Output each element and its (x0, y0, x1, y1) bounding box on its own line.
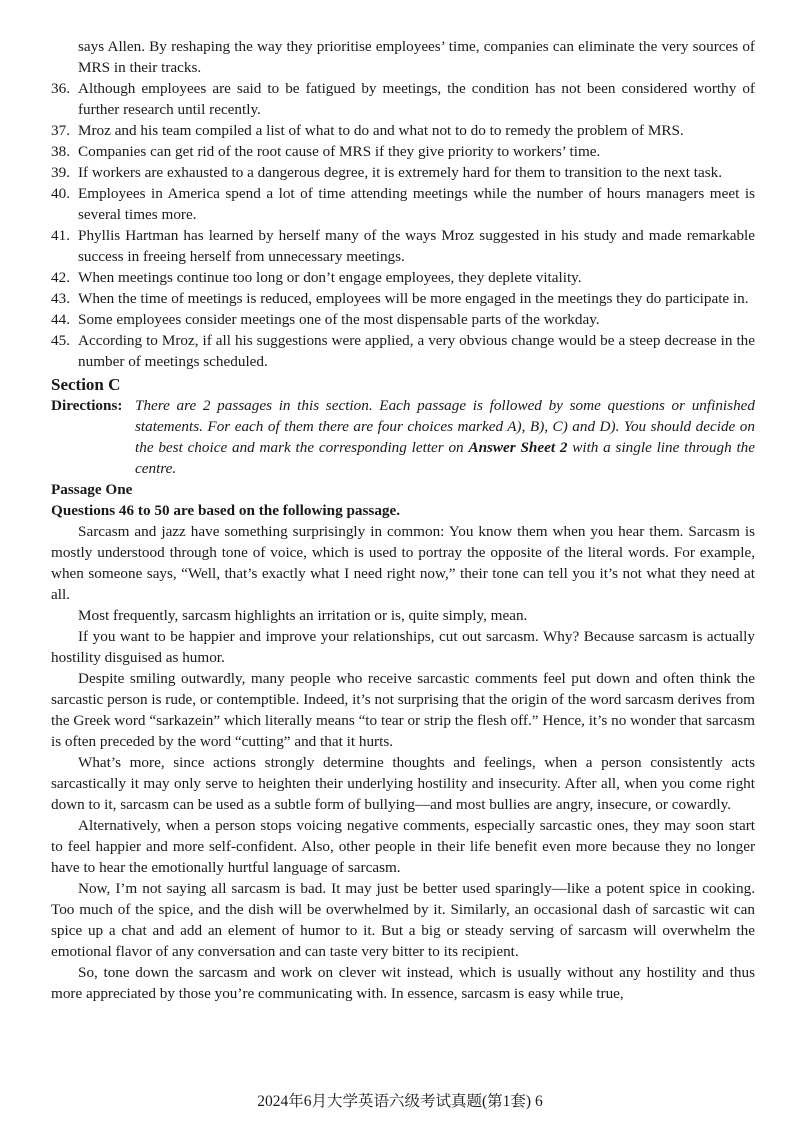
statement-text: When meetings continue too long or don’t engage employees, they deplete vitality. (78, 269, 582, 286)
statement-text: If workers are exhausted to a dangerous degree, it is extremely hard for them to transition to the next task. (78, 164, 722, 181)
passage-paragraph: Despite smiling outwardly, many people who receive sarcastic comments feel put down and often think the sarcastic person is rude, or contemptible. Indeed, it’s not surprising that the origin of the word sarcasm derives from the Greek word “sarkazein” which literally means “to tear or strip the flesh off.” Hence, it’s no wonder that sarcasm is often preceded by the word “cutting” and that it hurts. (51, 670, 755, 750)
statement-text: Mroz and his team compiled a list of what to do and what not to do to remedy the problem of MRS. (78, 122, 684, 139)
statement-item (51, 120, 755, 141)
statement-item (51, 309, 755, 330)
statement-text: Some employees consider meetings one of the most dispensable parts of the workday. (78, 311, 600, 328)
statement-number: 36. (51, 80, 70, 97)
statement-text: Although employees are said to be fatigued by meetings, the condition has not been considered worthy of further research until recently. (78, 80, 755, 118)
exam-page (51, 36, 755, 1004)
statement-number: 37. (51, 122, 70, 139)
passage-title: Passage One (51, 481, 133, 498)
continued-paragraph: says Allen. By reshaping the way they prioritise employees’ time, companies can eliminate the very sources of MRS in their tracks. (78, 38, 755, 76)
passage-paragraph: Now, I’m not saying all sarcasm is bad. It may just be better used sparingly—like a potent spice in cooking. Too much of the spice, and the dish will be overwhelmed by it. Similarly, an occasional dash of sarcastic wit can spice up a chat and add an element of humor to it. But a big or steady serving of sarcasm will overwhelm the emotional flavor of any conversation and can taste very bitter to its recipient. (51, 880, 755, 960)
statement-text: Phyllis Hartman has learned by herself many of the ways Mroz suggested in his study and made remarkable success in freeing herself from unnecessary meetings. (78, 227, 755, 265)
statement-item (51, 225, 755, 267)
directions-text-part-1: There are 2 passages in this section. Each passage is followed by some questions or unfinished statements. For each of them there are four choices marked A), B), C) and D). You should decide on the best choice and mark the corresponding letter on (135, 397, 755, 456)
statement-number: 40. (51, 185, 70, 202)
statement-text: According to Mroz, if all his suggestions were applied, a very obvious change would be a steep decrease in the number of meetings scheduled. (78, 332, 755, 370)
statement-item (51, 267, 755, 288)
statement-number: 44. (51, 311, 70, 328)
answer-sheet-label: Answer Sheet 2 (468, 439, 568, 456)
page-footer: 2024年6月大学英语六级考试真题(第1套) 6 (257, 1093, 543, 1110)
statement-number: 45. (51, 332, 70, 349)
questions-intro: Questions 46 to 50 are based on the following passage. (51, 502, 401, 519)
section-heading: Section C (51, 375, 121, 394)
statement-list (51, 78, 755, 372)
statement-number: 39. (51, 164, 70, 181)
directions-label: Directions: (51, 397, 123, 414)
passage-paragraph: So, tone down the sarcasm and work on clever wit instead, which is usually without any hostility and thus more appreciated by those you’re communicating with. In essence, sarcasm is easy while true, (51, 964, 755, 1002)
statement-number: 38. (51, 143, 70, 160)
passage-body (51, 521, 755, 1004)
statement-item (51, 162, 755, 183)
statement-number: 41. (51, 227, 70, 244)
passage-paragraph: Alternatively, when a person stops voicing negative comments, especially sarcastic ones, they may soon start to feel happier and more self-confident. Also, other people in their life benefit even more because they no longer have to hear the emotionally hurtful language of sarcasm. (51, 817, 755, 876)
passage-paragraph: Most frequently, sarcasm highlights an irritation or is, quite simply, mean. (78, 607, 528, 624)
passage-paragraph: Sarcasm and jazz have something surprisingly in common: You know them when you hear them. Sarcasm is mostly understood through tone of voice, which is used to portray the opposite of the literal words. For example, when someone says, “Well, that’s exactly what I need right now,” their tone can tell you it’s not what they need at all. (51, 523, 755, 603)
statement-item (51, 288, 755, 309)
directions-block (51, 395, 755, 479)
statement-item (51, 183, 755, 225)
statement-item (51, 141, 755, 162)
statement-text: Companies can get rid of the root cause of MRS if they give priority to workers’ time. (78, 143, 601, 160)
statement-number: 43. (51, 290, 70, 307)
statement-item (51, 78, 755, 120)
directions-text (135, 395, 755, 479)
statement-text: Employees in America spend a lot of time attending meetings while the number of hours managers meet is several times more. (78, 185, 755, 223)
statement-text: When the time of meetings is reduced, employees will be more engaged in the meetings they do participate in. (78, 290, 749, 307)
passage-paragraph: What’s more, since actions strongly determine thoughts and feelings, when a person consistently acts sarcastically it may only serve to heighten their underlying hostility and insecurity. After all, when you come right down to it, sarcasm can be used as a subtle form of bullying—and most bullies are angry, insecure, or cowardly. (51, 754, 755, 813)
directions-text-part-2: with a single line through the centre. (135, 439, 755, 477)
statement-item (51, 330, 755, 372)
passage-paragraph: If you want to be happier and improve your relationships, cut out sarcasm. Why? Because sarcasm is actually hostility disguised as humor. (51, 628, 755, 666)
statement-number: 42. (51, 269, 70, 286)
